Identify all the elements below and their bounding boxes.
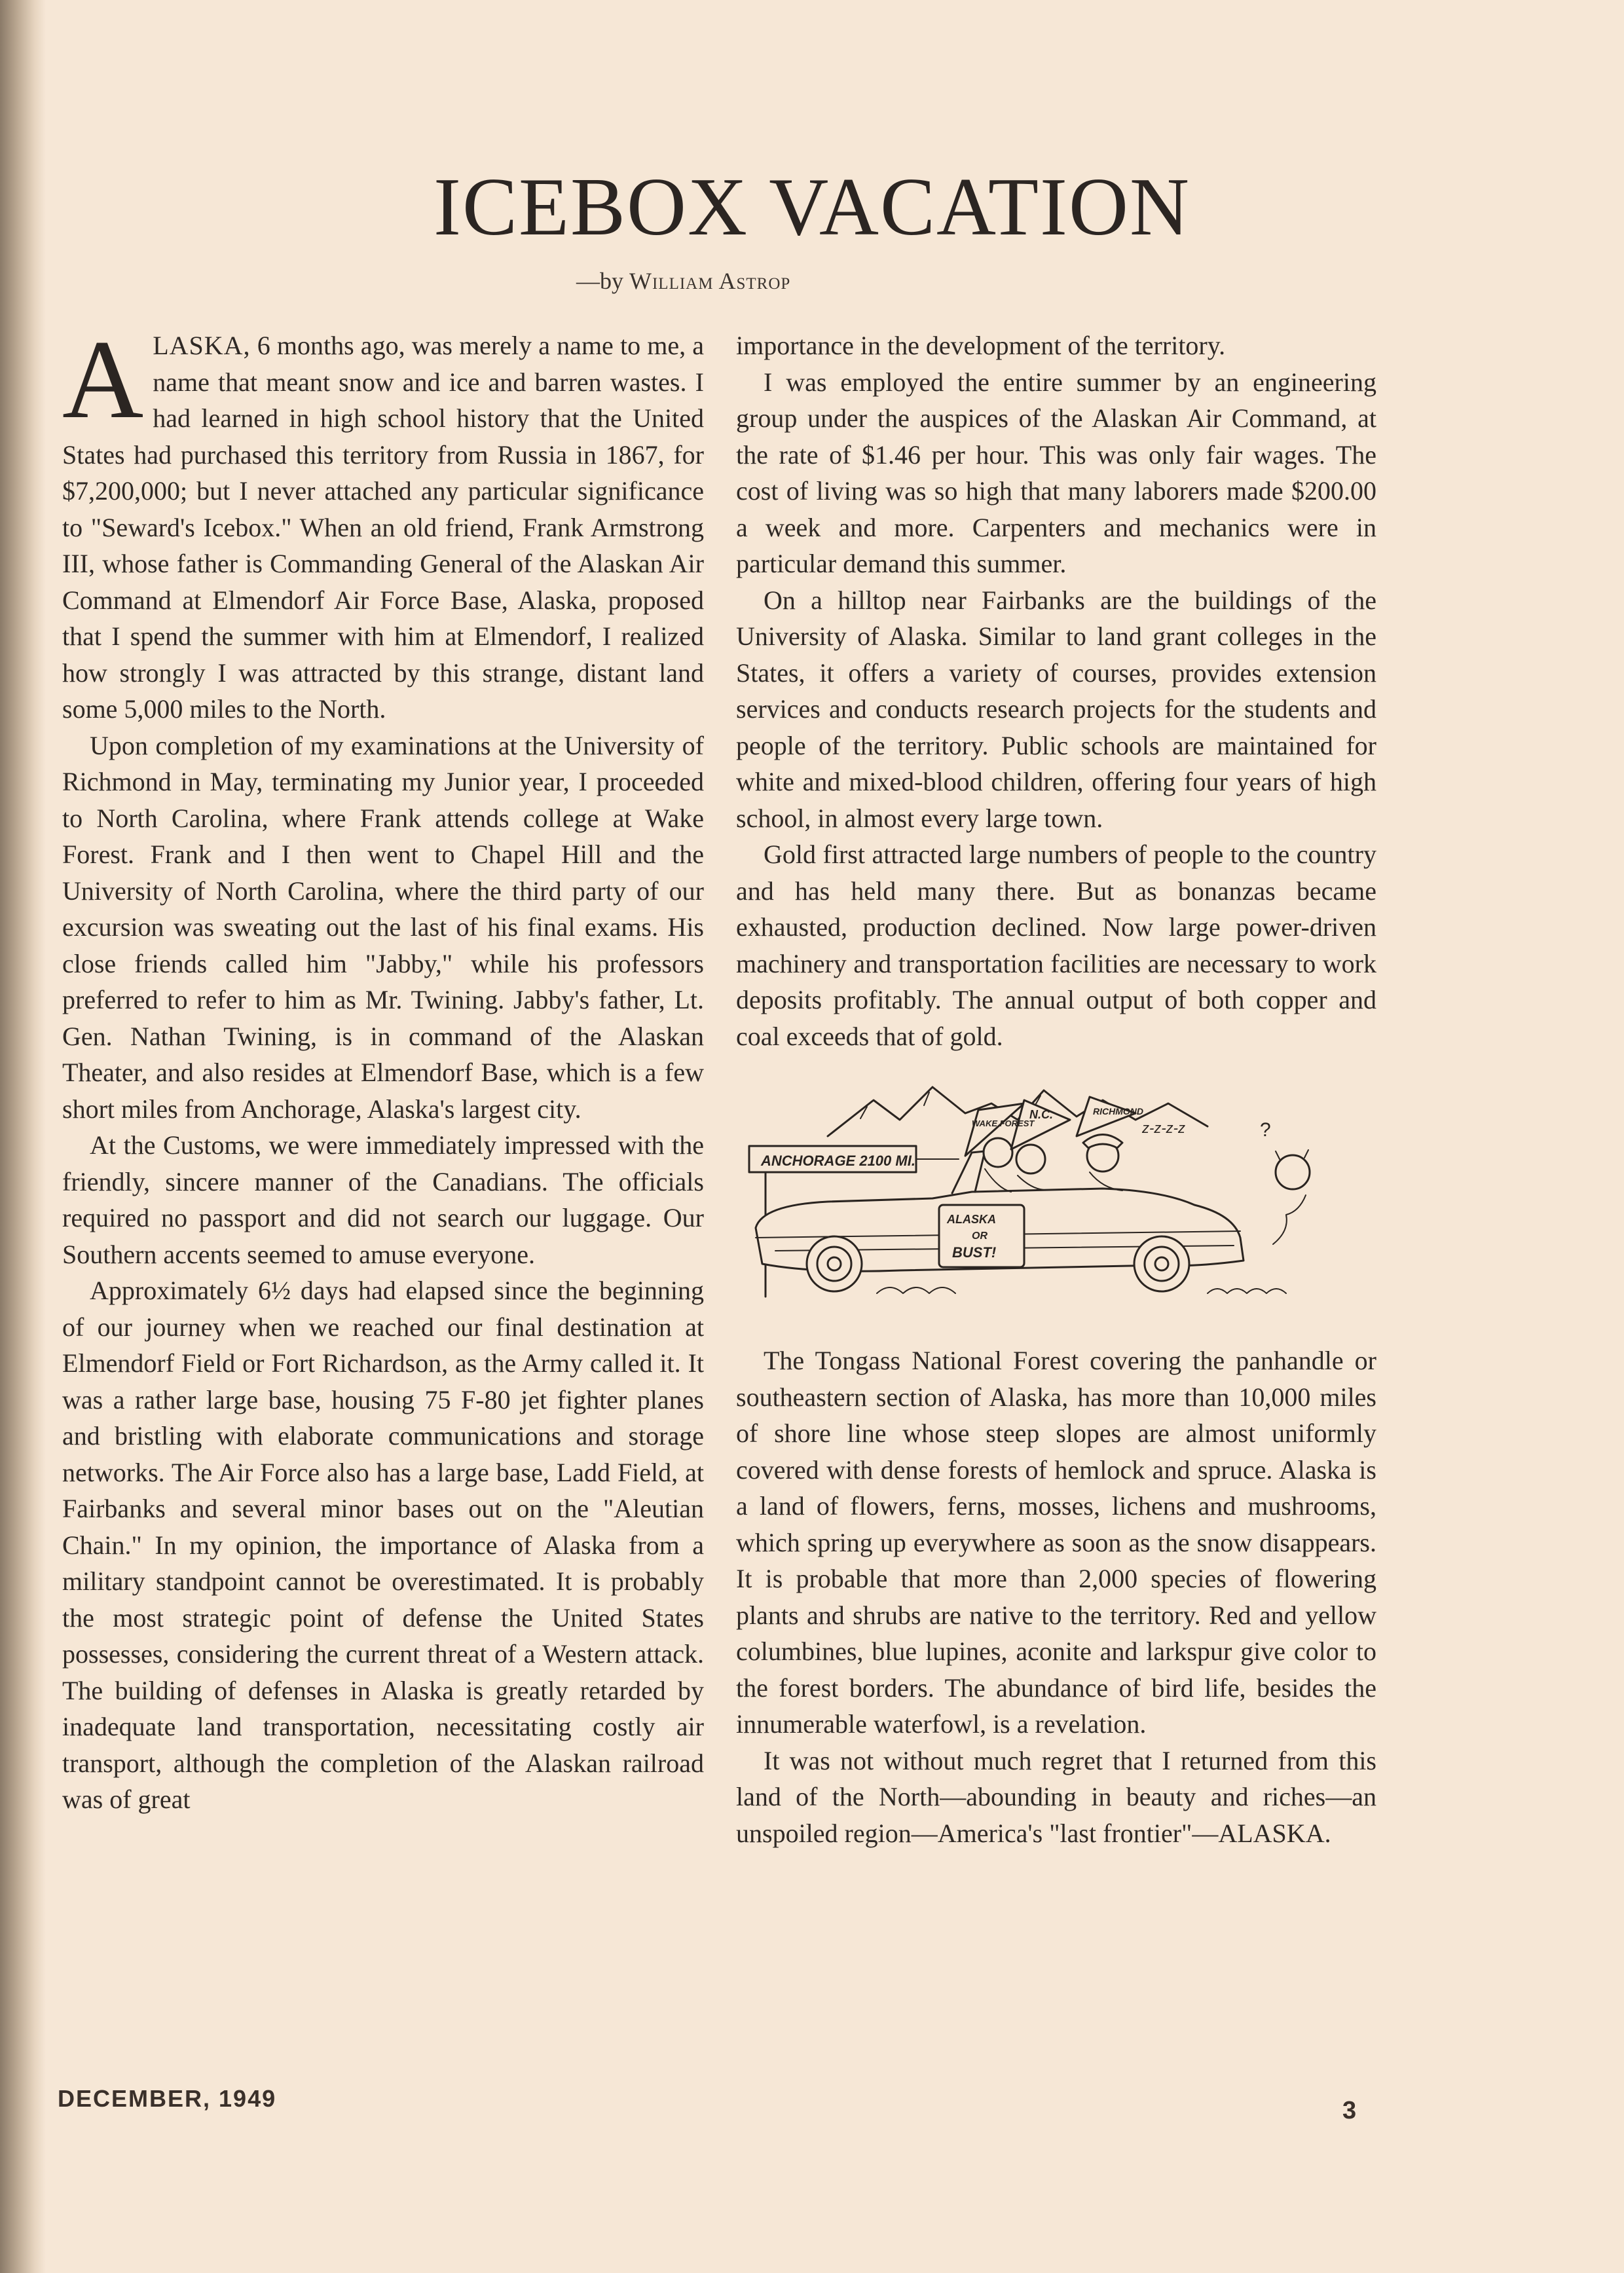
paragraph: The Tongass National Forest covering the panhandle or southeastern section of Alaska, has more than 10,000 miles of shore line whose steep slopes are almost uniformly covered with dense forests of hemlock and spruce. Alaska is a land of flowers, ferns, mosses, lichens and mushrooms, which spring up everywhere as soon as the snow disappears. It is probable that more than 2,000 species of flowering plants and shrubs are native to the territory. Red and yellow columbines, blue lupines, aconite and larkspur give color to the forest borders. The abundance of bird life, besides the innumerable waterfowl, is a revelation.	[736, 1346, 1376, 1739]
lead-caps: LASKA,	[153, 331, 251, 360]
door-text-line-1: ALASKA	[947, 1213, 996, 1226]
paragraph: At the Customs, we were immediately impressed with the friendly, sincere manner of the Canadians. The officials required no passport and did not search our luggage. Our Southern accents seemed to amuse everyone.	[62, 1130, 704, 1269]
paragraph: On a hilltop near Fairbanks are the buildings of the University of Alaska. Similar to land grant colleges in the States, it offers a variety of courses, provides extension services and conducts research projects for the students and people of the territory. Public schools are maintained for white and mixed-blood children, offering four years of high school, in almost every large town.	[736, 585, 1376, 833]
pennant-3-text: RICHMOND	[1093, 1106, 1143, 1117]
lead-paragraph	[62, 318, 704, 728]
paragraph: Gold first attracted large numbers of people to the country and has held many there. But as bonanzas became exhausted, production declined. Now large power-driven machinery and transportation facilities are necessary to work deposits profitably. The annual output of both copper and coal exceeds that of gold.	[736, 840, 1376, 1051]
byline-prefix: —by	[576, 268, 629, 294]
front-wheel	[807, 1236, 862, 1291]
passenger-1	[984, 1138, 1012, 1167]
paragraph: I was employed the entire summer by an engineering group under the auspices of the Alaskan Air Command, at the rate of $1.46 per hour. This was only fair wages. The cost of living was so high that many laborers made $200.00 a week and more. Carpenters and mechanics were in particular demand this summer.	[736, 367, 1376, 578]
byline-author: William Astrop	[629, 268, 791, 294]
pennant-2-text: N.C.	[1029, 1108, 1053, 1121]
pennant-3	[1077, 1097, 1135, 1136]
paragraph: It was not without much regret that I returned from this land of the North—abounding in beauty and riches—an unspoiled region—America's "last frontier"—ALASKA.	[736, 1745, 1376, 1848]
lead-text: 6 months ago, was merely a name to me, a name that meant snow and ice and barren wastes. I had learned in high school history that the United States had purchased this territory from Russia in 1867, for $7,200,000; but I never attached any particular significance to "Seward's Icebox." When an old friend, Frank Armstrong III, whose father is Commanding General of the Alaskan Air Command at Elmendorf Air Force Base, Alaska, proposed that I spend the summer with him at Elmendorf, I realized how strongly I was attracted by this strange, distant land some 5,000 miles to the North.	[62, 331, 704, 724]
bear-cub	[1276, 1155, 1310, 1189]
drop-cap: A	[62, 318, 144, 442]
passenger-2	[1016, 1145, 1045, 1173]
snore-text: z-z-z-z	[1142, 1120, 1185, 1136]
rear-wheel	[1134, 1236, 1189, 1291]
page-number: 3	[1342, 2097, 1357, 2124]
right-column	[736, 327, 1376, 1851]
article-title: ICEBOX VACATION	[434, 162, 1190, 253]
page-binding-shadow	[0, 0, 46, 2273]
door-text-line-2: OR	[972, 1230, 987, 1242]
paragraph: Upon completion of my examinations at the University of Richmond in May, terminating my Junior year, I proceeded to North Carolina, where Frank attends college at Wake Forest. Frank and I then went to Chapel Hill and the University of North Carolina, where the third party of our excursion was sweating out the last of his final exams. His close friends called him "Jabby," while his professors preferred to refer to him as Mr. Twining. Jabby's father, Lt. Gen. Nathan Twining, is in command of the Alaskan Theater, and also resides at Elmendorf Base, which is a few short miles from Anchorage, Alaska's largest city.	[62, 730, 704, 1124]
left-column	[62, 318, 704, 1818]
byline	[576, 267, 1100, 295]
car-cartoon-illustration	[736, 1074, 1376, 1323]
sign-text: ANCHORAGE 2100 MI.	[761, 1153, 915, 1169]
paragraph-continuation: importance in the development of the territory.	[736, 331, 1226, 360]
question-mark: ?	[1260, 1119, 1271, 1141]
issue-date: DECEMBER, 1949	[58, 2085, 277, 2112]
pennant-1-text: WAKE FOREST	[972, 1118, 1035, 1128]
door-text-line-3: BUST!	[952, 1244, 997, 1261]
paragraph: Approximately 6½ days had elapsed since the beginning of our journey when we reached our final destination at Elmendorf Field or Fort Richardson, as the Army called it. It was a rather large base, housing 75 F-80 jet fighter planes and bristling with elaborate communications and storage networks. The Air Force also has a large base, Ladd Field, at Fairbanks and several minor bases out on the "Aleutian Chain." In my opinion, the importance of Alaska from a military standpoint cannot be overestimated. It is probably the most strategic point of defense the United States possesses, considering the current threat of a Western attack. The building of defenses in Alaska is greatly retarded by inadequate land transportation, necessitating costly air transport, although the completion of the Alaskan railroad was of great	[62, 1276, 704, 1814]
